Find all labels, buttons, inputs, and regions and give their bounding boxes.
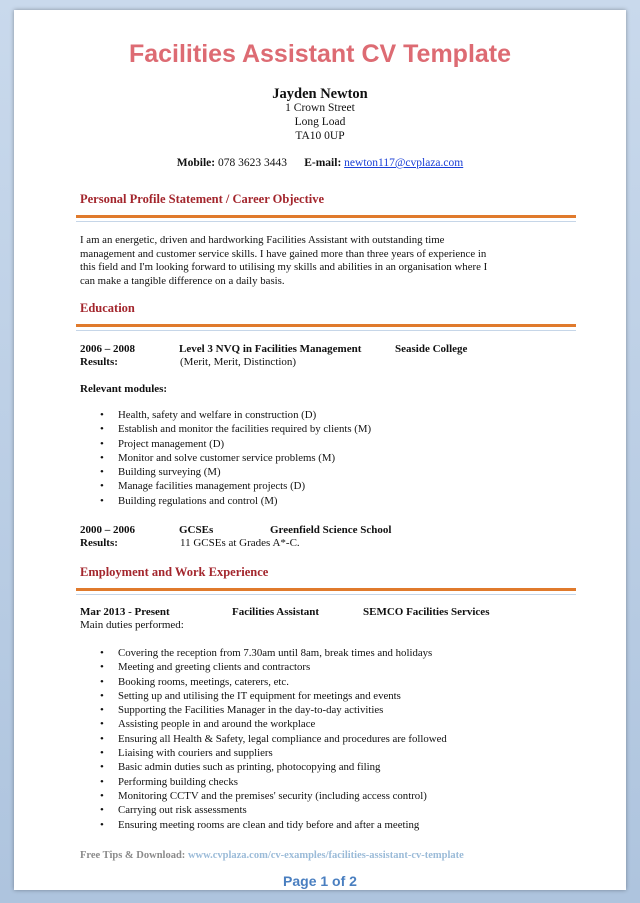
address-line-3: TA10 0UP (295, 130, 345, 142)
list-item: • Health, safety and welfare in construction (D) (118, 408, 371, 422)
modules-label: Relevant modules: (80, 383, 168, 395)
duties-label: Main duties performed: (80, 619, 184, 631)
email-link[interactable]: newton117@cvplaza.com (344, 157, 464, 169)
employment-heading: Employment and Work Experience (80, 565, 269, 579)
education-rule (76, 324, 576, 327)
modules-list (84, 408, 371, 508)
employment-rule-light (76, 594, 576, 595)
list-item: • Covering the reception from 7.30am until 8am, break times and holidays (118, 646, 447, 660)
list-item: • Ensuring all Health & Safety, legal compliance and procedures are followed (118, 732, 447, 746)
list-item: • Establish and monitor the facilities required by clients (M) (118, 422, 371, 436)
edu2-qualification: GCSEs (179, 524, 214, 536)
edu1-dates: 2006 – 2008 (80, 343, 135, 355)
list-item: • Ensuring meeting rooms are clean and tidy before and after a meeting (118, 818, 447, 832)
profile-text (80, 234, 560, 288)
list-item: • Monitoring CCTV and the premises' security (including access control) (118, 789, 447, 803)
footer-tips (80, 850, 464, 861)
job-role: Facilities Assistant (232, 606, 320, 618)
candidate-name: Jayden Newton (272, 86, 368, 102)
document-page (14, 10, 626, 890)
list-item: • Setting up and utilising the IT equipment for meetings and events (118, 689, 447, 703)
edu2-institution: Greenfield Science School (270, 524, 392, 536)
profile-line: I am an energetic, driven and hardworking Facilities Assistant with outstanding time (80, 234, 445, 246)
list-item: • Project management (D) (118, 437, 371, 451)
list-item: • Carrying out risk assessments (118, 803, 447, 817)
education-heading: Education (80, 301, 135, 315)
list-item: • Meeting and greeting clients and contractors (118, 660, 447, 674)
edu1-results-label: Results: (80, 356, 118, 368)
profile-heading: Personal Profile Statement / Career Objective (80, 192, 325, 206)
list-item: • Assisting people in and around the workplace (118, 717, 447, 731)
page-indicator: Page 1 of 2 (283, 873, 357, 889)
list-item: • Performing building checks (118, 775, 447, 789)
list-item: • Building surveying (M) (118, 465, 371, 479)
job-employer: SEMCO Facilities Services (363, 606, 490, 618)
list-item: • Monitor and solve customer service problems (M) (118, 451, 371, 465)
job-dates: Mar 2013 - Present (80, 606, 170, 618)
list-item: • Basic admin duties such as printing, photocopying and filing (118, 760, 447, 774)
duties-list (84, 646, 447, 832)
list-item: • Booking rooms, meetings, caterers, etc. (118, 675, 447, 689)
edu1-institution: Seaside College (395, 343, 468, 355)
profile-rule (76, 215, 576, 218)
list-item: • Manage facilities management projects (D) (118, 479, 371, 493)
profile-line: this field and I'm looking forward to utilising my skills and abilities in an organisation where I (80, 261, 488, 273)
tips-link[interactable]: www.cvplaza.com/cv-examples/facilities-assistant-cv-template (187, 850, 464, 861)
edu1-qualification: Level 3 NVQ in Facilities Management (179, 343, 362, 355)
education-rule-light (76, 330, 576, 331)
edu2-dates: 2000 – 2006 (80, 524, 135, 536)
email-label: E-mail: (304, 157, 342, 169)
employment-rule (76, 588, 576, 591)
profile-line: management and customer service skills. I have gained more than three years of experience in (80, 247, 487, 260)
list-item: • Supporting the Facilities Manager in the day-to-day activities (118, 703, 447, 717)
profile-line: can make a tangible difference on a daily basis. (80, 274, 285, 287)
profile-rule-light (76, 221, 576, 222)
edu2-results-label: Results: (80, 537, 118, 549)
edu1-results: (Merit, Merit, Distinction) (180, 356, 297, 368)
edu2-results: 11 GCSEs at Grades A*-C. (180, 537, 300, 549)
document-title: Facilities Assistant CV Template (128, 40, 512, 68)
address-line-2: Long Load (294, 116, 346, 128)
mobile-number: 078 3623 3443 (217, 157, 287, 169)
list-item: • Liaising with couriers and suppliers (118, 746, 447, 760)
contact-line (14, 157, 626, 169)
tips-label: Free Tips & Download: (80, 850, 186, 861)
list-item: • Building regulations and control (M) (118, 494, 371, 508)
address-line-1: 1 Crown Street (285, 102, 355, 114)
mobile-label: Mobile: (176, 157, 216, 169)
